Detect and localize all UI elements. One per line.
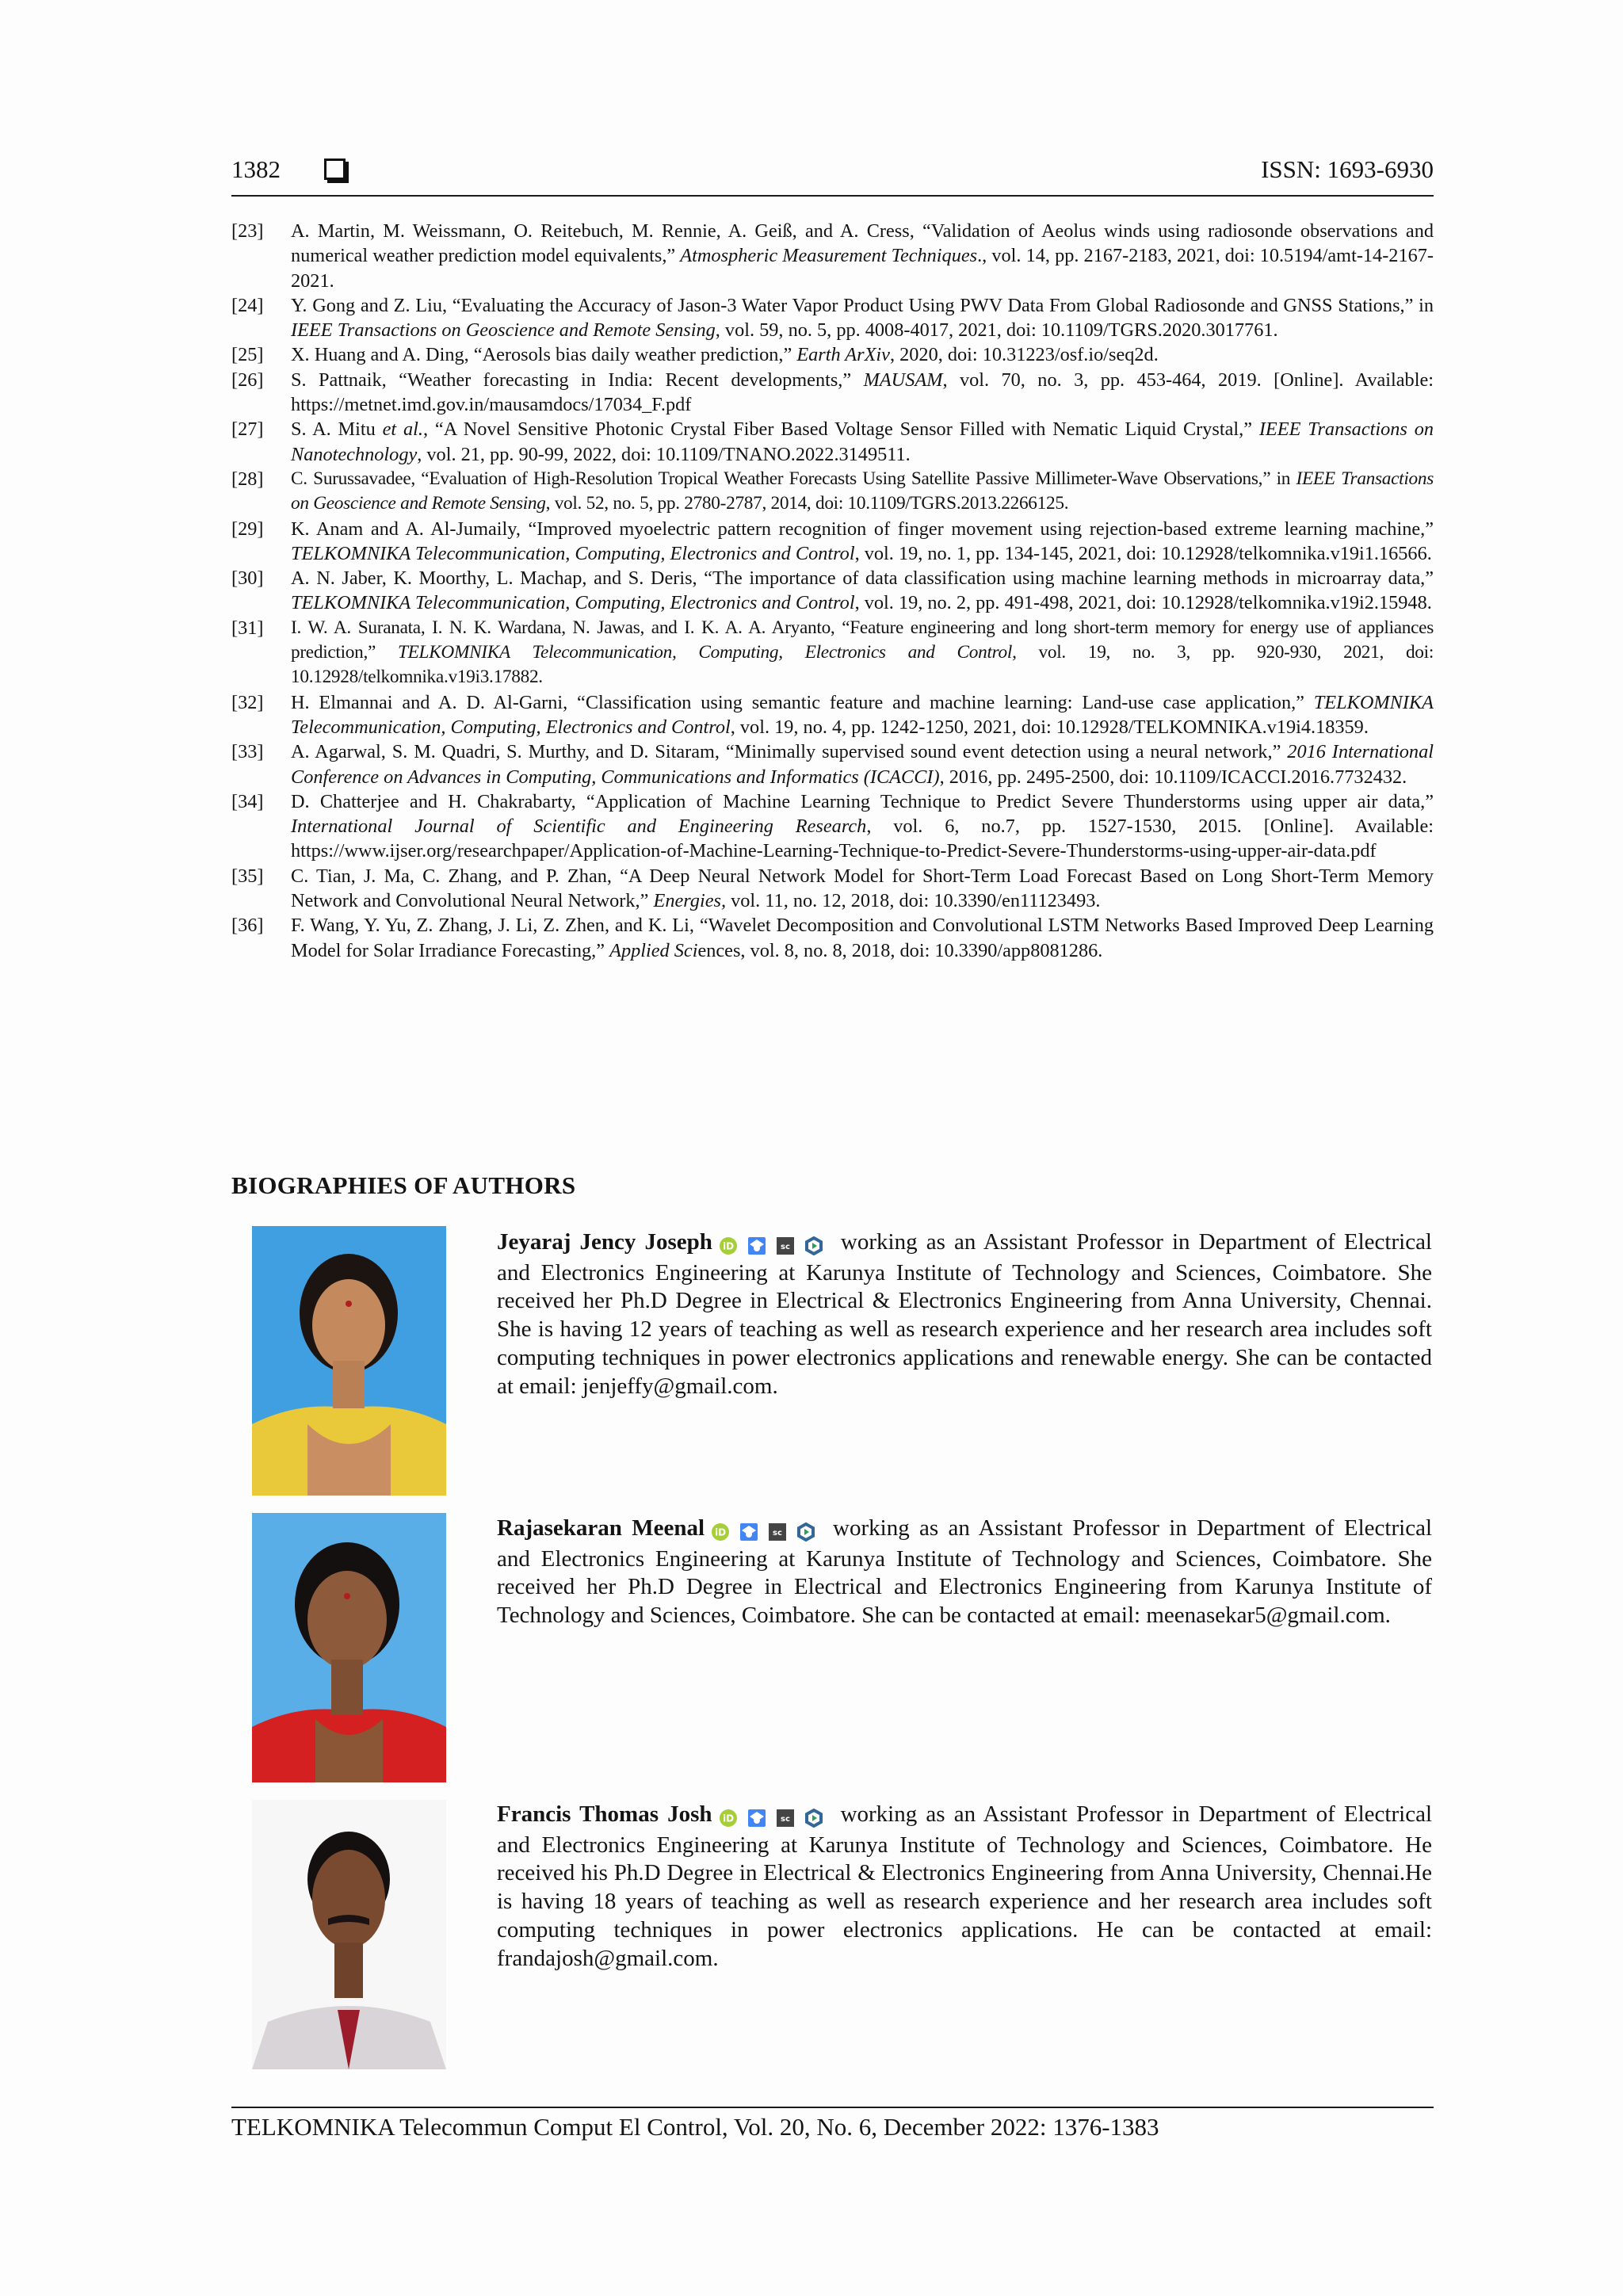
checkbox-square-icon [324,159,346,180]
author-bio-3 [497,1801,1432,1973]
reference-item [231,739,1434,789]
issn: ISSN: 1693-6930 [1261,155,1434,183]
profile-badges [719,1231,833,1259]
reference-italic-text: Applied Sci [609,939,698,961]
reference-text [291,566,1434,616]
scopus-icon[interactable] [776,1809,795,1828]
author-photo-1 [252,1226,446,1496]
author-photo-3 [252,1800,446,2069]
reference-number: [25] [231,344,264,366]
reference-italic-text: TELKOMNIKA Telecommunication, Computing, Electronics and Control [291,592,855,614]
reference-text-segment: A. Agarwal, S. M. Quadri, S. Murthy, and D. Sitaram, “Minimally supervised sound event detection using a neural network,” [291,741,1288,763]
reference-text-segment: S. A. Mitu [291,418,383,441]
author-bio-1 [497,1228,1432,1400]
reference-item [231,368,1434,418]
reference-text-segment: , vol. 70, no. 3, pp. 453-464, 2019. [Online]. Available: https://metnet.imd.gov.in/mausamdocs/17034_F.pdf [291,369,1434,416]
reference-text-segment: , “A Novel Sensitive Photonic Crystal Fiber Based Voltage Sensor Filled with Nematic Liquid Crystal,” [423,418,1259,441]
reference-text [291,739,1434,789]
publons-icon[interactable] [804,1809,823,1828]
author-name: Rajasekaran Meenal [497,1515,705,1541]
reference-number: [26] [231,369,264,391]
reference-text-segment: vol. 19, no. 3, pp. 920-930, 2021, doi: 10.12928/telkomnika.v19i3.17882. [291,642,1434,688]
google-scholar-icon[interactable] [739,1522,758,1541]
page-footer: TELKOMNIKA Telecommun Comput El Control, Vol. 20, No. 6, December 2022: 1376-1383 [231,2107,1434,2141]
reference-number: [30] [231,567,264,590]
reference-item [231,467,1434,517]
google-scholar-icon[interactable] [747,1809,766,1828]
reference-number: [36] [231,915,264,937]
reference-item [231,690,1434,740]
reference-item [231,293,1434,343]
section-heading: BIOGRAPHIES OF AUTHORS [231,1171,576,1199]
reference-italic-text: International Journal of Scientific and Engineering Research [291,816,867,838]
reference-text-segment: D. Chatterjee and H. Chakrabarty, “Application of Machine Learning Technique to Predict Severe Thunderstorms using upper air data,” [291,790,1434,812]
reference-text [291,616,1434,690]
reference-number: [28] [231,468,264,490]
reference-text-segment: H. Elmannai and A. D. Al-Garni, “Classification using semantic feature and machine learning: Land-use case application,” [291,691,1314,713]
profile-badges [711,1517,825,1545]
reference-italic-text: TELKOMNIKA Telecommunication, Computing, Electronics and Control, [397,642,1017,663]
reference-number: [33] [231,741,264,763]
reference-text [291,342,1434,367]
svg-text:iD: iD [722,1240,734,1252]
reference-text-segment: F. Wang, Y. Yu, Z. Zhang, J. Li, Z. Zhen, and K. Li, “Wavelet Decomposition and Convolutional LSTM Networks Based Improved Deep Learning Model for Solar Irradiance Forecasting,” [291,915,1434,961]
author-bio-text: working as an Assistant Professor in Department of Electrical and Electronics Engineering at Karunya Institute of Technology and Sciences, Coimbatore. She received her Ph.D Degree in Electrical & Electronics Engineering from Anna University, Chennai. She is having 12 years of teaching as well as research experience and her research area includes soft computing techniques in power electronics applications and renewable energy. She can be contacted at email: jenjeffy@gmail.com. [497,1229,1432,1399]
reference-text-segment: A. Martin, M. Weissmann, O. Reitebuch, M. Rennie, A. Geiß, and A. Cress, “Validation of Aeolus winds using radiosonde observations and numerical weather prediction model equivalents,” [291,220,1434,267]
reference-text [291,789,1434,864]
reference-number: [24] [231,294,264,316]
reference-number: [31] [231,617,264,639]
author-bio-text: working as an Assistant Professor in Department of Electrical and Electronics Engineering at Karunya Institute of Technology and Sciences, Coimbatore. He received his Ph.D Degree in Electrical & Electronics Engineering from Anna University, Chennai.He is having 18 years of teaching as well as research experience and her research area includes soft computing techniques in power electronics applications. He can be contacted at email: frandajosh@gmail.com. [497,1801,1432,1971]
reference-item [231,616,1434,690]
reference-text-segment: C. Surussavadee, “Evaluation of High-Resolution Tropical Weather Forecasts Using Satellite Passive Millimeter-Wave Observations,” in [291,468,1296,489]
reference-text-segment: A. N. Jaber, K. Moorthy, L. Machap, and S. Deris, “The importance of data classification using machine learning methods in microarray data,” [291,567,1434,590]
profile-badges [719,1803,833,1832]
orcid-icon[interactable] [719,1809,738,1828]
reference-text-segment: , vol. 6, no.7, pp. 1527-1530, 2015. [Online]. Available: https://www.ijser.org/researchpaper/Application-of-Machine-Learning-Technique-to-Predict-Severe-Thunderstorms-using-upper-air-data.pdf [291,816,1434,862]
reference-italic-text: TELKOMNIKA Telecommunication, Computing, Electronics and Control [291,691,1434,738]
page-number: 1382 [231,155,281,183]
reference-item [231,342,1434,367]
reference-italic-text: Earth ArXiv [796,344,890,366]
publons-icon[interactable] [804,1236,823,1255]
svg-text:sc: sc [773,1529,782,1538]
reference-text [291,417,1434,467]
reference-italic-text: Energies, [653,890,727,912]
reference-text-segment: , vol. 19, no. 4, pp. 1242-1250, 2021, doi: 10.12928/TELKOMNIKA.v19i4.18359. [730,716,1369,738]
reference-text-segment: Y. Gong and Z. Liu, “Evaluating the Accuracy of Jason-3 Water Vapor Product Using PWV Data From Global Radiosonde and GNSS Stations,” in [291,294,1434,316]
scopus-icon[interactable] [776,1236,795,1255]
reference-number: [29] [231,518,264,540]
reference-text-segment: , vol. 59, no. 5, pp. 4008-4017, 2021, doi: 10.1109/TGRS.2020.3017761. [715,319,1278,342]
scopus-icon[interactable] [768,1522,787,1541]
reference-item [231,219,1434,293]
reference-text-segment: ., vol. 14, pp. 2167-2183, 2021, doi: 10.5194/amt-14-2167-2021. [291,245,1434,292]
svg-text:iD: iD [722,1813,734,1824]
reference-text-segment: X. Huang and A. Ding, “Aerosols bias daily weather prediction,” [291,344,797,366]
author-name: Jeyaraj Jency Joseph [497,1229,712,1255]
reference-number: [23] [231,220,264,242]
reference-italic-text: et al. [382,418,423,441]
reference-text-segment: , vol. 19, no. 2, pp. 491-498, 2021, doi: 10.12928/telkomnika.v19i2.15948. [854,592,1432,614]
page-header [231,155,1434,197]
publons-icon[interactable] [796,1522,815,1541]
reference-italic-text: TELKOMNIKA Telecommunication, Computing, Electronics and Control [291,542,855,564]
reference-list [231,219,1434,963]
reference-item [231,913,1434,963]
reference-italic-text: MAUSAM [863,369,943,391]
reference-text-segment: , 2016, pp. 2495-2500, doi: 10.1109/ICACCI.2016.7732432. [939,766,1407,788]
reference-text-segment: , vol. 52, no. 5, pp. 2780-2787, 2014, doi: 10.1109/TGRS.2013.2266125. [545,493,1069,514]
reference-item [231,566,1434,616]
reference-text-segment: , 2020, doi: 10.31223/osf.io/seq2d. [889,344,1159,366]
svg-text:iD: iD [715,1526,727,1538]
reference-text [291,219,1434,293]
reference-text-segment: I. W. A. Suranata, I. N. K. Wardana, N. Jawas, and I. K. A. A. Aryanto, “Feature engineering and long short-term memory for energy use of appliances prediction,” [291,617,1434,663]
reference-text-segment: ences, vol. 8, no. 8, 2018, doi: 10.3390/app8081286. [697,939,1103,961]
orcid-icon[interactable] [711,1522,730,1541]
reference-text-segment: , vol. 21, pp. 90-99, 2022, doi: 10.1109/TNANO.2022.3149511. [417,443,911,465]
reference-text-segment: S. Pattnaik, “Weather forecasting in India: Recent developments,” [291,369,864,391]
reference-number: [34] [231,790,264,812]
reference-italic-text: IEEE Transactions on Nanotechnology [291,418,1434,465]
author-name: Francis Thomas Josh [497,1801,712,1827]
reference-italic-text: Atmospheric Measurement Techniques [680,245,978,267]
reference-text [291,293,1434,343]
reference-text-segment: vol. 11, no. 12, 2018, doi: 10.3390/en11123493. [726,890,1101,912]
reference-item [231,864,1434,914]
svg-text:sc: sc [780,1243,790,1252]
reference-text [291,690,1434,740]
reference-text [291,864,1434,914]
reference-number: [35] [231,865,264,887]
reference-text [291,913,1434,963]
reference-item [231,517,1434,567]
reference-text [291,368,1434,418]
reference-item [231,417,1434,467]
author-bio-2 [497,1515,1432,1630]
reference-text [291,467,1434,517]
reference-text-segment: K. Anam and A. Al-Jumaily, “Improved myoelectric pattern recognition of finger movement using rejection-based extreme learning machine,” [291,518,1434,540]
reference-text-segment: , vol. 19, no. 1, pp. 134-145, 2021, doi: 10.12928/telkomnika.v19i1.16566. [854,542,1432,564]
reference-text-segment: C. Tian, J. Ma, C. Zhang, and P. Zhan, “A Deep Neural Network Model for Short-Term Load Forecast Based on Long Short-Term Memory Network and Convolutional Neural Network,” [291,865,1434,912]
author-photo-2 [252,1513,446,1782]
reference-text [291,517,1434,567]
orcid-icon[interactable] [719,1236,738,1255]
reference-number: [32] [231,691,264,713]
reference-italic-text: IEEE Transactions on Geoscience and Remote Sensing [291,319,716,342]
google-scholar-icon[interactable] [747,1236,766,1255]
author-bio-text: working as an Assistant Professor in Department of Electrical and Electronics Engineering at Karunya Institute of Technology and Sciences, Coimbatore. She received her Ph.D Degree in Electrical and Electronics Engineering from Karunya Institute of Technology and Sciences, Coimbatore. She can be contacted at email: meenasekar5@gmail.com. [497,1515,1432,1629]
reference-item [231,789,1434,864]
reference-italic-text: 2016 International Conference on Advances in Computing, Communications and Informatics (ICACCI) [291,741,1434,788]
svg-text:sc: sc [780,1815,790,1824]
reference-italic-text: IEEE Transactions on Geoscience and Remote Sensing [291,468,1434,514]
reference-number: [27] [231,418,264,441]
